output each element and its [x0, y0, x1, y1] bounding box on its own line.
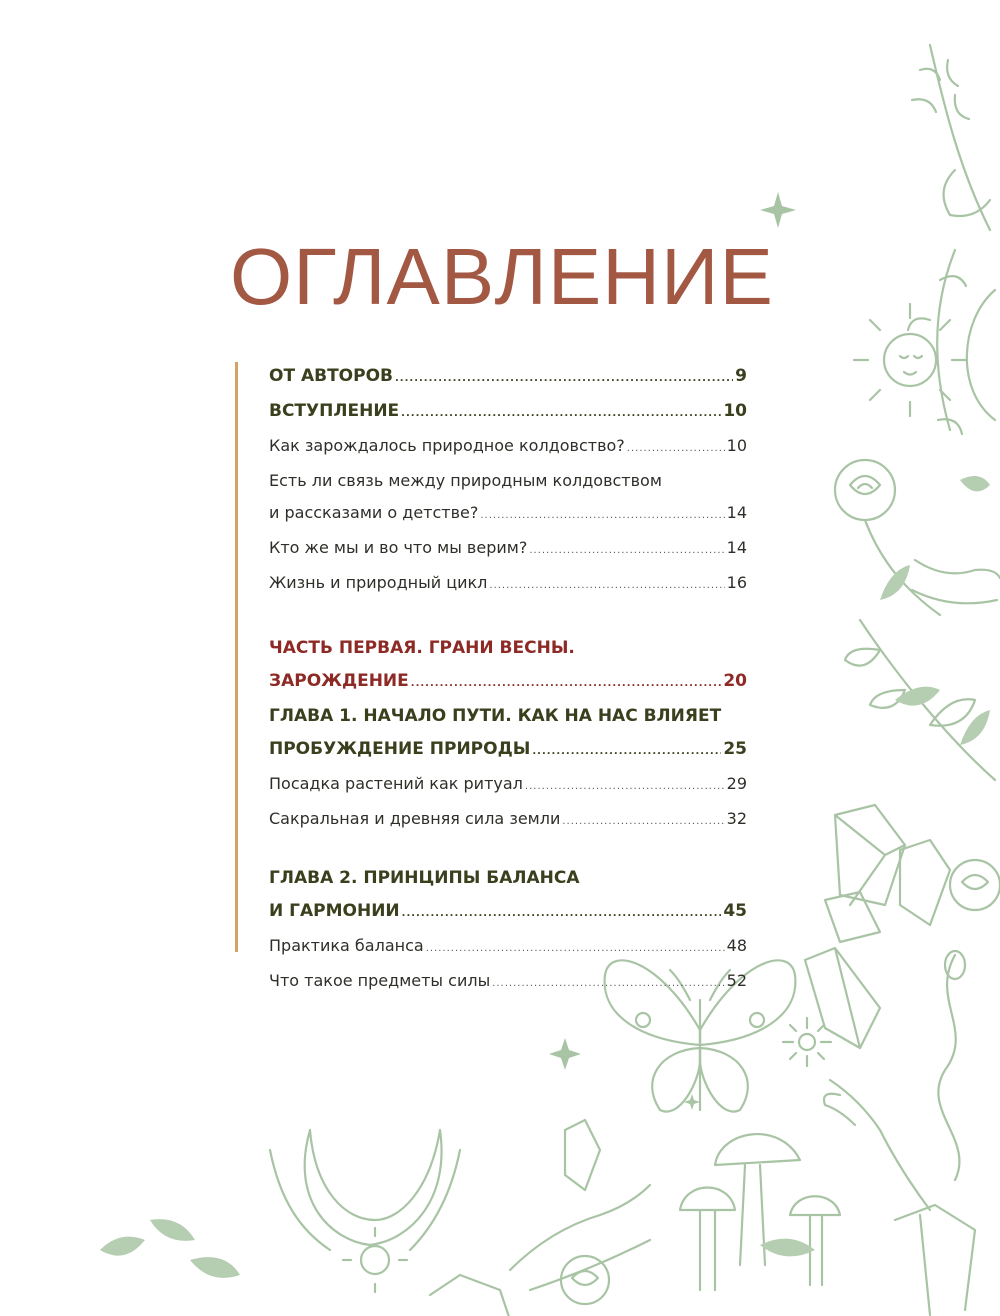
toc-chapter-title-line1: ГЛАВА 2. ПРИНЦИПЫ БАЛАНСА: [269, 868, 580, 888]
toc-entry-title: ОТ АВТОРОВ: [269, 366, 393, 386]
leader-dots: [480, 500, 724, 532]
leader-dots: [525, 771, 725, 803]
toc-part-title-line1: ЧАСТЬ ПЕРВАЯ. ГРАНИ ВЕСНЫ.: [269, 638, 575, 658]
toc-entry[interactable]: [269, 532, 747, 567]
toc-entry-page: 14: [726, 503, 747, 522]
toc-entry-title: и рассказами о детстве?: [269, 503, 479, 522]
toc-entry[interactable]: [269, 930, 747, 965]
toc-vertical-rule: [235, 362, 238, 952]
toc-entry-page: 52: [726, 971, 747, 990]
leader-dots: [529, 535, 724, 567]
toc-entry-page: 16: [726, 573, 747, 592]
toc-entry[interactable]: [269, 360, 747, 395]
toc-entry-page: 29: [726, 774, 747, 793]
leader-dots: [395, 362, 733, 395]
toc-entry-title: ПРОБУЖДЕНИЕ ПРИРОДЫ: [269, 739, 531, 759]
toc-entry-title: Посадка растений как ритуал: [269, 774, 523, 793]
toc-entry-title: Что такое предметы силы: [269, 971, 491, 990]
toc-entry-title: Практика баланса: [269, 936, 424, 955]
toc-entry-title: Как зарождалось природное колдовство?: [269, 436, 625, 455]
toc-entry-page: 9: [735, 366, 747, 386]
toc-chapter-title-line1: ГЛАВА 1. НАЧАЛО ПУТИ. КАК НА НАС ВЛИЯЕТ: [269, 706, 722, 726]
table-of-contents: [269, 360, 747, 1000]
leader-dots: [489, 570, 724, 602]
leader-dots: [401, 397, 721, 430]
toc-entry[interactable]: [269, 395, 747, 430]
toc-entry[interactable]: [269, 497, 747, 532]
leader-dots: [411, 667, 722, 700]
leader-dots: [426, 933, 725, 965]
toc-entry-page: 48: [726, 936, 747, 955]
toc-entry[interactable]: [269, 965, 747, 1000]
toc-entry-title: И ГАРМОНИИ: [269, 901, 400, 921]
toc-entry-page: 10: [723, 401, 747, 421]
toc-entry-page: 32: [726, 809, 747, 828]
toc-entry[interactable]: [269, 430, 747, 465]
leader-dots: [402, 897, 722, 930]
toc-entry[interactable]: [269, 803, 747, 838]
leader-dots: [562, 806, 724, 838]
toc-entry-title: Жизнь и природный цикл: [269, 573, 488, 592]
toc-entry-page: 14: [726, 538, 747, 557]
toc-entry[interactable]: [269, 567, 747, 602]
toc-chapter-entry[interactable]: [269, 733, 747, 768]
toc-entry[interactable]: [269, 768, 747, 803]
toc-entry-page: 25: [723, 739, 747, 759]
leader-dots: [627, 433, 725, 465]
toc-entry-page: 10: [726, 436, 747, 455]
toc-entry-title: ВСТУПЛЕНИЕ: [269, 401, 400, 421]
leader-dots: [492, 968, 724, 1000]
toc-entry-title: Кто же мы и во что мы верим?: [269, 538, 528, 557]
toc-chapter-entry[interactable]: [269, 895, 747, 930]
toc-part-entry[interactable]: [269, 665, 747, 700]
toc-entry-page: 45: [723, 901, 747, 921]
leader-dots: [532, 735, 721, 768]
toc-entry-page: 20: [723, 671, 747, 691]
toc-entry-title: Сакральная и древняя сила земли: [269, 809, 561, 828]
page-title: ОГЛАВЛЕНИЕ: [230, 232, 774, 321]
toc-entry-title-line1: Есть ли связь между природным колдовством: [269, 471, 662, 490]
toc-entry-title: ЗАРОЖДЕНИЕ: [269, 671, 409, 691]
